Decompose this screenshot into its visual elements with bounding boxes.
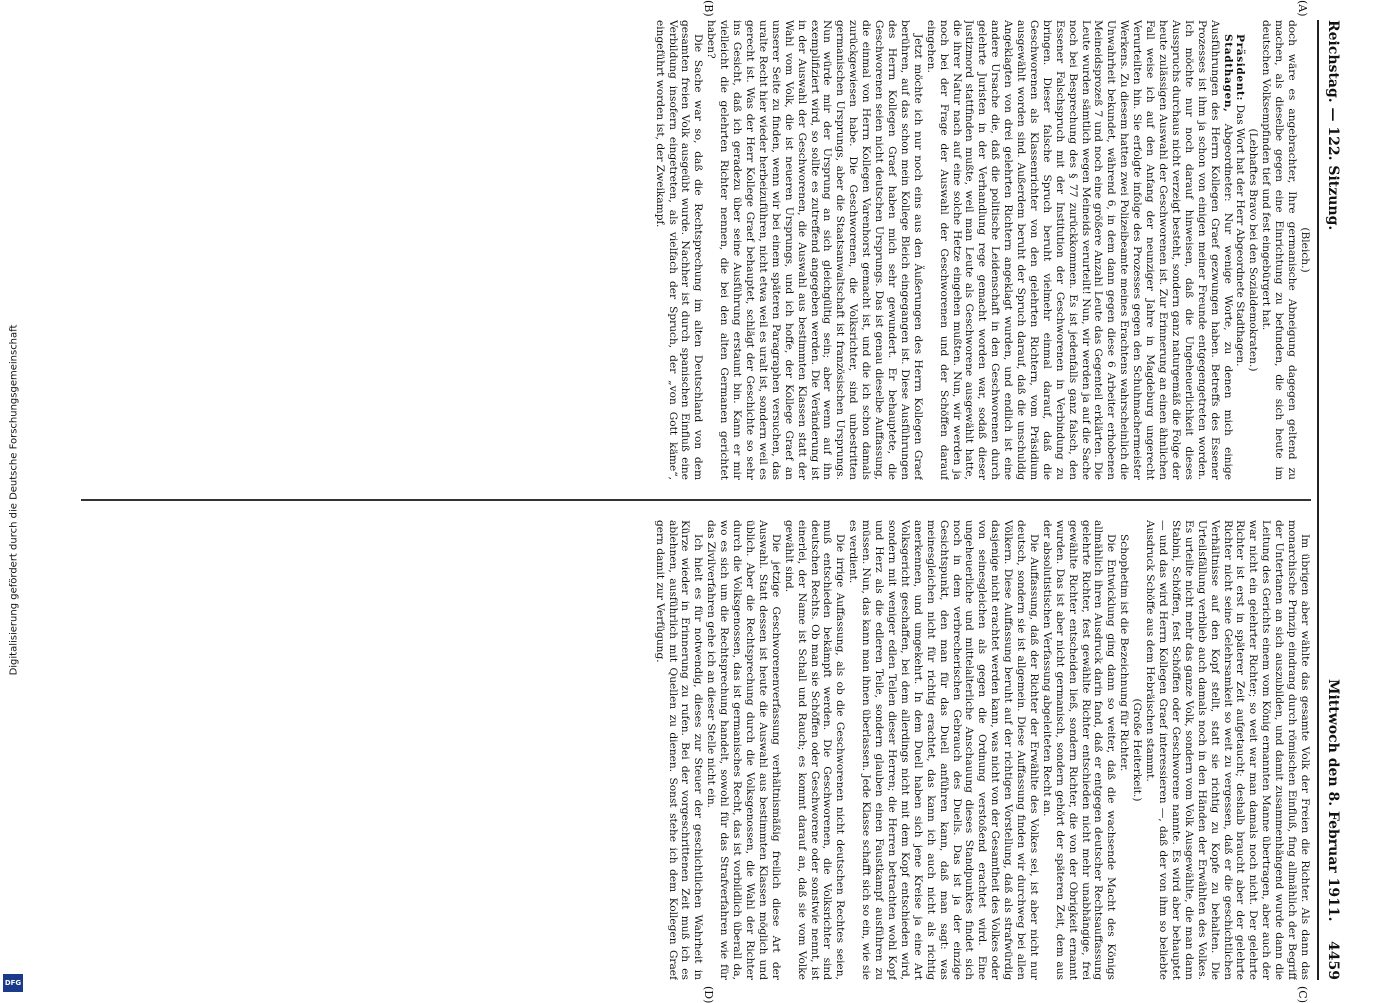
- paragraph: Präsident: Das Wort hat der Herr Abgeordnete Stadthagen.: [1234, 34, 1247, 367]
- header-rule: [1317, 20, 1319, 980]
- right-column: [81, 520, 1311, 980]
- margin-letter-d: (D): [702, 986, 715, 1003]
- stage-direction: (Lebhaftes Bravo bei den Sozialdemokraten.): [1247, 128, 1260, 372]
- speaker-name: Stadthagen,: [1221, 34, 1234, 113]
- margin-letter-a: (A): [1296, 0, 1309, 17]
- speaker-name: Präsident:: [1234, 34, 1247, 102]
- margin-letter-c: (C): [1296, 986, 1309, 1003]
- paragraph: Im übrigen aber wählte das gesamte Volk der Freien die Richter. Als dann das monarchische Prinzip eindrang durch römischen Einfluß, fing allmählich der Begriff der Untertanen an sich auszubilden, und damit zusammenhängend wurde dann die Leitung des Gerichts einem vom König ernannten Manne übertragen, aber auch der war nicht ein gelehrter Richter; so weit war man damals noch nicht. Der gelehrte Richter ist erst in späterer Zeit aufgetaucht; deshalb braucht aber der gelehrte Richter nicht seine Gelehrsamkeit so weit zu vergessen, daß er die geschichtlichen Verhältnisse auf den Kopf stellt, statt sie richtig zu Kopfe zu behalten. Die Urteilsfällung verblieb auch damals noch in den Händen der Erwählten des Volkes. Es urteilte nicht mehr das ganze Volk, sondern vom Volk Ausgewählte, die man dann Stabini, Schöffen, fest Schöffen oder Geschworene nannte. Es wird aber behauptet — und das wird Herrn Kollegen Graef interessieren —, daß der von ihm so beliebte Ausdruck Schöffe aus dem Hebräischen stammt.: [1144, 520, 1311, 980]
- paragraph: Stadthagen, Abgeordneter: Nur wenige Worte, zu denen mich einige Ausführungen des Herrn Kollegen Graef gezwungen haben. Betreffs des Essener Prozesses ist ihm ja schon von einigen meiner Freunde entgegengetreten worden. Ich möchte nur noch darauf hinweisen, daß die Ungeheuerlichkeit dieses Ausspruchs durchaus nicht verzeigt besteht, sondern ganz naturgemäß die Folge der heute zulässigen Auswahl der Geschworenen ist. Zur Erinnerung an einen ähnlichen Fall weise ich auf den Anfang der neunziger Jahre in Magdeburg ungerecht Verurteilten hin. Sie erfolgte infolge des Prozesses gegen den Schuhmachermeister Werkens. Zu diesem hatten zwei Polizeibeamte meines Erachtens wahrscheinlich die Unwahrheit bekundet, während 6, in dem dann gegen diese 6 Arbeiter erhobenen Meineidsprozeß 7 und noch eine größere Anzahl Leute das Gegenteil erklärten. Die Leute wurden sämtlich wegen Meineids verurteilt! Nun, wir werden ja auf die Sache noch bei Besprechung des § 77 zurückkommen. Es ist jedenfalls ganz falsch, den Essener Falschspruch mit der Institution der Geschworenen in Verbindung zu bringen. Dieser falsche Spruch beruht vielmehr einmal darauf, daß die Geschworenen als Klassenrichter von den gelehrten Richtern, vom Präsidium ausgewählt worden sind. Außerdem beruht der Spruch darauf, daß die unschuldig Angeklagten von drei gelehrten Richtern angeklagt wurden, und endlich ist eine andere Ursache die, daß die politische Leidenschaft in den Geschworenen durch gelehrte Juristen in der Verhandlung rege gemacht worden war, sodaß dieser Justizmord stattfinden mußte, weil man Leute als Geschworene ausgewählt hatte, die ihrer Natur nach auf eine solche Hetze eingehen mußten. Nun, wir werden ja noch bei der Frage der Auswahl der Geschworenen und der Schöffen darauf eingehen.: [924, 20, 1234, 480]
- paragraph: Die Entwicklung ging dann so weiter, daß die wachsende Macht des Königs allmählich ihren Ausdruck darin fand, daß er entgegen deutscher Rechtsauffassung gelehrte Richter, fest gewählte Richter entschieden nicht mehr unabhängige, frei gewählte Richter entscheiden ließ, sondern Richter, die von der Obrigkeit ernannt wurden. Das ist aber nicht germanisch, sondern gehört der späteren Zeit, dem aus der absolutistischen Verfassung abgeleiteten Recht an.: [1040, 520, 1118, 980]
- digitization-note-text: Digitalisierung gefördert durch die Deutsche Forschungsgemeinschaft: [8, 324, 20, 676]
- paragraph: Schophetim ist die Bezeichnung für Richter.: [1118, 534, 1131, 772]
- paragraph: doch wäre es angebrachter, Ihre germanische Abneigung dagegen geltend zu machen, als dieselbe gegen eine Einrichtung zu befunden, die sich heute im deutschen Volksempfinden tief und fest eingebürgert hat.: [1260, 20, 1299, 480]
- paragraph: Die irrige Auffassung, als ob die Geschworenen nicht deutschen Rechtes seien, muß entschieden bekämpft werden. Die Geschworenen, die Volksrichter sind deutschen Rechts. Ob man sie Schöffen oder Geschworene oder sonstwie nennt, ist einerlei, der Name ist Schall und Rauch; es kommt darauf an, daß sie vom Volke gewählt sind.: [782, 520, 847, 980]
- paragraph: Jetzt möchte ich nur noch eins aus den Äußerungen des Herrn Kollegen Graef berühren, auf das schon mein Kollege Bleich eingegangen ist. Diese Ausführungen des Herrn Kollegen Graef haben mich sehr gewundert. Er behauptete, die Geschworenen seien nicht deutschen Ursprungs. Das ist genau dieselbe Auffassung, die einmal von Herrn Kollegen Varenhorst gemacht ist, und die ich schon damals zurückgewiesen habe. Die Geschworenen, die Volksrichter, sind unbestritten germanischen Ursprungs, aber die Staatsanwaltschaft ist französischen Ursprungs. Nun würde mir der Ursprung an sich gleichgültig sein; aber wenn auf ihn exemplifiziert wird, so sollte es zutreffend angegeben werden. Die Veränderung ist in der Auswahl der Geschworenen, die Auswahl aus bestimmten Klassen statt der Wahl vom Volk, die ist neueren Ursprungs, und ich hoffe, der Kollege Graef an unserer Seite zu finden, wenn wir bei einem späteren Paragraphen versuchen, das uralte Recht hier wieder herbeizuführen, nicht etwa weil es uralt ist, sondern weil es gerecht ist. Was der Herr Kollege Graef behauptet, schlägt der Geschichte so sehr ins Gesicht, daß ich geradezu über seine Ausführung erstaunt bin. Kann er mir vielleicht die gelehrten Richter nennen, die bei den alten Germanen gerichtet haben?: [705, 20, 924, 480]
- page-header: [1317, 20, 1345, 980]
- header-date: Mittwoch den 8. Februar 1911. 4459: [1325, 678, 1341, 980]
- speaker-continuation: (Bleich.): [1299, 227, 1311, 273]
- stage-direction: (Große Heiterkeit.): [1131, 698, 1144, 802]
- newspaper-page: [75, 0, 1345, 1003]
- paragraph: Die jetzige Geschworenenverfassung verhältnismäßig freilich diese Art der Auswahl. Statt dessen ist heute die Auswahl aus bestimmten Klassen möglich und üblich. Aber die Rechtsprechung durch die Volksgenossen, die Wahl der Richter durch die Volksgenossen, das ist germanisches Recht, das ist vorbildlich überall da, wo es sich um die Rechtsprechung handelt, sowohl für das Strafverfahren wie für das Zivilverfahren gehe ich an dieser Stelle nicht ein.: [705, 520, 782, 980]
- header-session: Reichstag. — 122. Sitzung.: [1325, 20, 1341, 231]
- paragraph: Die Sache war so, daß die Rechtsprechung im alten Deutschland von dem gesamten freien Volk ausgeübt wurde. Nachher ist durch spanischen Einfluß eine Verbildung insofern eingetreten, als vielfach der Spruch, der „von Gott käme“, eingeführt worden ist, der Zweikampf.: [653, 20, 705, 480]
- digitization-note: [0, 0, 28, 1000]
- column-divider: [81, 499, 1311, 501]
- page-number: 4459: [1325, 941, 1341, 980]
- dfg-logo: DFG: [3, 974, 23, 992]
- paragraph: Die Auffassung, daß der Richter der Erwählte des Volkes sei, ist aber nicht nur deutsch, sondern sie ist allgemein. Diese Auffassung finden wir durchweg bei allen Völkern. Diese Auffassung beruht auf der richtigen Vorstellung, daß als strafwürdig dasjenige nicht erachtet werden kann, was nicht von der Gesamtheit des Volkes oder von seinesgleichen als gegen die Ordnung verstoßend erachtet wird. Eine ungeheuerliche und mittelalterliche Anschauung dieses Standpunktes findet sich noch in dem verbrecherischen Gebrauch des Duells. Das ist ja der einzige Gesichtspunkt, den man für das Duell anführen kann, daß man sagt: was meinesgleichen nicht für richtig erachtet, das kann ich auch nicht als richtig anerkennen, und umgekehrt. In dem Duell haben sich jene Kreise ja eine Art Volksgericht geschaffen, bei dem allerdings nicht mit dem Kopf entschieden wird, sondern mit weniger edlen Teilen dieser Herren; die Herren betrachten wohl Kopf und Herz als die edleren Teile, sondern glauben einen Faustkampf ausführen zu müssen. Nun, das kann man ihnen überlassen. Jede Klasse schafft sich so ein, wie sie es verdient.: [847, 520, 1040, 980]
- margin-letter-b: (B): [702, 0, 715, 17]
- paragraph: Ich hielt es für notwendig, dieses zur Steuer der geschichtlichen Wahrheit in Kürze wieder in Erinnerung zu rufen. Bei der vorgeschrittenen Zeit muß ich es ablehnen, ausführlich mit Quellen zu dienen. Sonst stehe ich dem Kollegen Graef gern damit zur Verfügung.: [653, 520, 705, 980]
- left-column: [81, 20, 1311, 480]
